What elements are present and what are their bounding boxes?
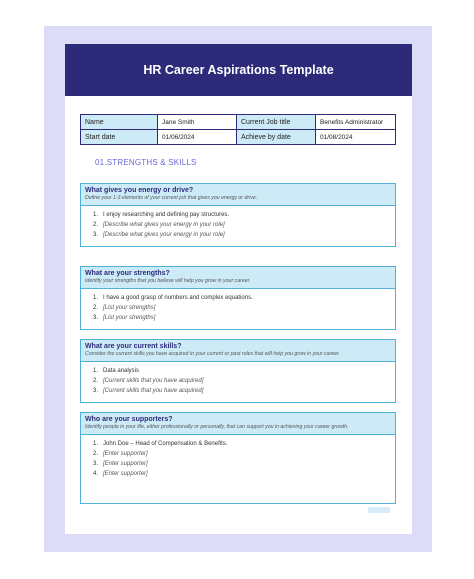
item-text: I have a good grasp of numbers and complex equations. <box>103 295 253 301</box>
card-header <box>81 267 395 289</box>
title-banner <box>65 44 412 96</box>
item-placeholder: [Enter supporter] <box>103 471 148 477</box>
item-number: 2. <box>93 305 99 311</box>
item-placeholder: [Describe what gives your energy in your role] <box>103 232 225 238</box>
item-placeholder: [List your strengths] <box>103 305 156 311</box>
document-page <box>65 44 412 534</box>
list-item <box>93 230 395 240</box>
card-description: Consider the current skills you have acquired in your current or past roles that will help you grow in your career. <box>85 351 340 357</box>
item-number: 2. <box>93 378 99 384</box>
item-number: 3. <box>93 315 99 321</box>
list-item <box>93 469 395 479</box>
card-description: Identify your strengths that you believe will help you grow in your career. <box>85 278 251 284</box>
list-item <box>93 313 395 323</box>
list-item <box>93 210 395 220</box>
item-text: Data analysis <box>103 368 140 374</box>
item-placeholder: [Enter supporter] <box>103 461 148 467</box>
list-item <box>93 220 395 230</box>
card-title: What are your current skills? <box>85 343 182 350</box>
item-placeholder: [List your strengths] <box>103 315 156 321</box>
list-item <box>93 303 395 313</box>
item-number: 2. <box>93 451 99 457</box>
item-text: I enjoy researching and defining pay structures. <box>103 212 230 218</box>
name-label: Name <box>81 115 158 130</box>
card-title: Who are your supporters? <box>85 416 173 423</box>
item-number: 1. <box>93 368 99 374</box>
name-value: Jane Smith <box>158 115 237 130</box>
item-number: 3. <box>93 461 99 467</box>
list-item <box>93 449 395 459</box>
skills-card <box>80 339 396 403</box>
list-item <box>93 386 395 396</box>
info-row <box>81 130 396 145</box>
card-description: Define your 1-3 elements of your current job that gives you energy or drive. <box>85 195 258 201</box>
list-item <box>93 439 395 449</box>
job-title-value: Benefits Administrator <box>316 115 396 130</box>
energy-card <box>80 183 396 247</box>
item-number: 1. <box>93 212 99 218</box>
card-list <box>81 435 395 479</box>
info-row <box>81 115 396 130</box>
start-date-value: 01/06/2024 <box>158 130 237 145</box>
brand-logo-icon <box>368 507 390 513</box>
achieve-date-label: Achieve by date <box>237 130 316 145</box>
card-header <box>81 184 395 206</box>
item-number: 3. <box>93 232 99 238</box>
item-number: 1. <box>93 295 99 301</box>
item-text: John Doe – Head of Compensation & Benefits. <box>103 441 228 447</box>
supporters-card <box>80 412 396 504</box>
card-list <box>81 206 395 240</box>
item-placeholder: [Enter supporter] <box>103 451 148 457</box>
item-number: 4. <box>93 471 99 477</box>
item-placeholder: [Current skills that you have acquired] <box>103 388 204 394</box>
card-title: What are your strengths? <box>85 270 170 277</box>
info-table <box>80 114 396 145</box>
card-list <box>81 362 395 396</box>
page-title: HR Career Aspirations Template <box>143 63 334 77</box>
card-header <box>81 413 395 435</box>
list-item <box>93 293 395 303</box>
item-number: 1. <box>93 441 99 447</box>
achieve-date-value: 01/08/2024 <box>316 130 396 145</box>
item-number: 2. <box>93 222 99 228</box>
card-description: Identify people in your life, either professionally or personally, that can support you in achieving your career growth. <box>85 424 349 430</box>
strengths-card <box>80 266 396 330</box>
list-item <box>93 376 395 386</box>
item-placeholder: [Current skills that you have acquired] <box>103 378 204 384</box>
job-title-label: Current Job title <box>237 115 316 130</box>
card-title: What gives you energy or drive? <box>85 187 194 194</box>
start-date-label: Start date <box>81 130 158 145</box>
card-list <box>81 289 395 323</box>
card-header <box>81 340 395 362</box>
item-placeholder: [Describe what gives your energy in your role] <box>103 222 225 228</box>
item-number: 3. <box>93 388 99 394</box>
list-item <box>93 366 395 376</box>
list-item <box>93 459 395 469</box>
section-title: 01.STRENGTHS & SKILLS <box>95 158 197 167</box>
